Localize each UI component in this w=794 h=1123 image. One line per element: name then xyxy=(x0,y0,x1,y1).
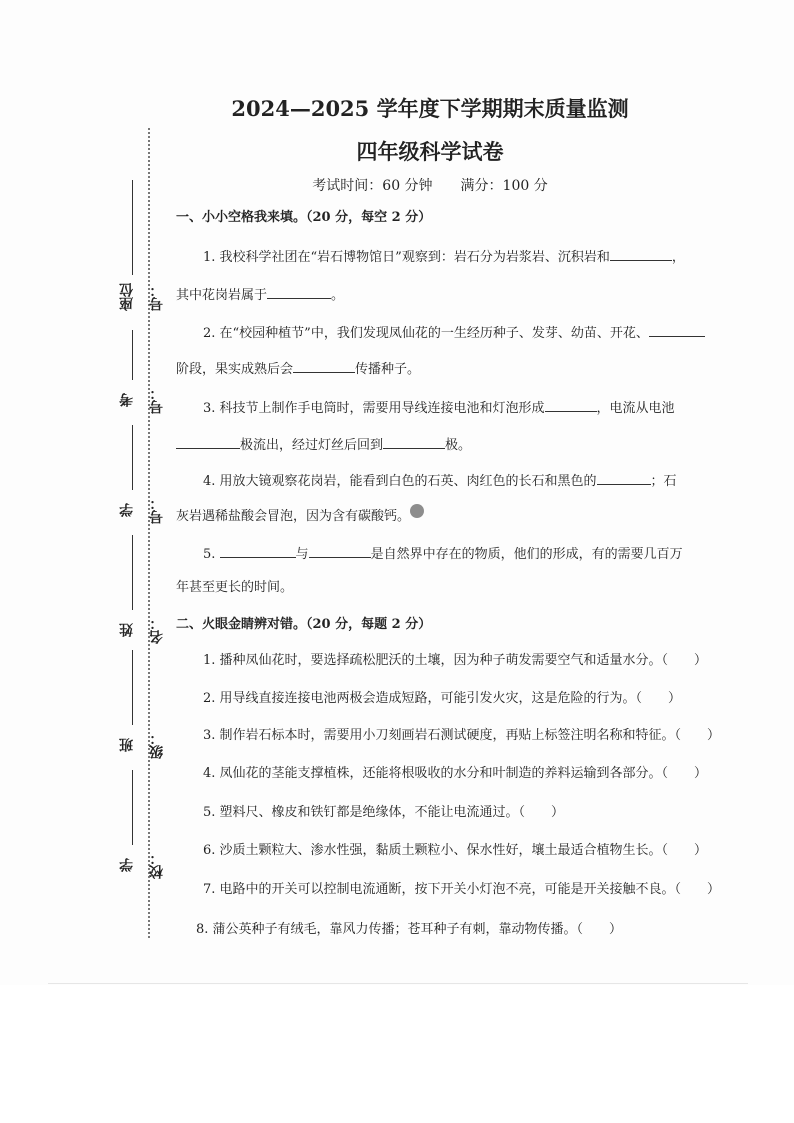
question-4-line1 xyxy=(203,470,677,492)
q4-text-c: 灰岩遇稀盐酸会冒泡，因为含有碳酸钙。 xyxy=(176,509,411,524)
question-5-line1 xyxy=(203,543,683,565)
question-1-line1 xyxy=(203,246,685,268)
q3-blank-3[interactable] xyxy=(383,434,445,449)
exam-title: 2024—2025 学年度下学期期末质量监测 xyxy=(231,96,629,121)
exam-subtitle: 四年级科学试卷 xyxy=(356,139,504,164)
question-3-line2 xyxy=(176,434,471,456)
question-5-line2 xyxy=(176,578,293,598)
judge-item-1: 1. 播种凤仙花时，要选择疏松肥沃的土壤，因为种子萌发需要空气和适量水分。（ ） xyxy=(203,653,708,668)
q5-text-d: 年甚至更长的时间。 xyxy=(176,580,294,595)
exam-no-field xyxy=(112,330,165,420)
question-1-line2 xyxy=(176,284,344,306)
q3-text-d: 极。 xyxy=(445,438,472,453)
q1-text-d: 。 xyxy=(331,288,345,303)
question-3-line1 xyxy=(203,397,675,419)
judge-item-3: 3. 制作岩石标本时，需要用小刀刻画岩石测试硬度，再贴上标签注明名称和特征。（ ） xyxy=(203,728,721,743)
judge-item-7: 7. 电路中的开关可以控制电流通断，按下开关小灯泡不亮，可能是开关接触不良。（ ） xyxy=(203,882,721,897)
school-label: 学校： xyxy=(119,851,165,879)
q2-text-a: 2. 在“校园种植节”中，我们发现凤仙花的一生经历种子、发芽、幼苗、开花、 xyxy=(203,326,649,341)
q2-blank-1[interactable] xyxy=(649,322,705,337)
name-line xyxy=(132,535,133,610)
exam-no-label: 考号： xyxy=(119,386,165,414)
school-line xyxy=(132,770,133,845)
judge-item-8: 8. 蒲公英种子有绒毛，靠风力传播；苍耳种子有刺，靠动物传播。（ ） xyxy=(196,922,623,937)
class-label: 班级： xyxy=(119,731,165,759)
name-field xyxy=(112,535,165,650)
binding-line xyxy=(148,128,150,938)
q4-text-a: 4. 用放大镜观察花岗岩，能看到白色的石英、肉红色的长石和黑色的 xyxy=(203,474,597,489)
q1-blank-1[interactable] xyxy=(610,246,672,261)
school-field xyxy=(112,770,165,885)
q1-text-c: 其中花岗岩属于 xyxy=(176,288,268,303)
q4-blank-1[interactable] xyxy=(597,470,651,485)
section1-heading: 一、小小空格我来填。（20 分，每空 2 分） xyxy=(176,210,432,225)
q5-text-a: 5. xyxy=(203,547,216,562)
q3-text-a: 3. 科技节上制作手电筒时，需要用导线连接电池和灯泡形成 xyxy=(203,401,545,416)
q3-blank-2[interactable] xyxy=(176,434,240,449)
student-no-field xyxy=(112,425,165,530)
q5-text-b: 与 xyxy=(295,547,309,562)
question-4-line2 xyxy=(176,507,410,527)
class-field xyxy=(112,650,165,765)
judge-item-5: 5. 塑料尺、橡皮和铁钉都是绝缘体，不能让电流通过。（ ） xyxy=(203,805,565,820)
q2-text-b: 阶段，果实成熟后会 xyxy=(176,362,294,377)
q5-blank-2[interactable] xyxy=(309,543,371,558)
q1-text-b: ， xyxy=(671,250,685,265)
question-2-line1 xyxy=(203,322,705,344)
exam-info: 考试时间：60 分钟 满分：100 分 xyxy=(312,178,548,194)
q3-text-c: 极流出，经过灯丝后回到 xyxy=(240,438,384,453)
q2-blank-2[interactable] xyxy=(293,358,355,373)
judge-item-6: 6. 沙质土颗粒大、渗水性强，黏质土颗粒小、保水性好，壤土最适合植物生长。（ ） xyxy=(203,843,708,858)
gray-dot-icon xyxy=(410,504,424,518)
seat-label: 座位号： xyxy=(119,283,165,312)
page-bottom-divider xyxy=(48,983,748,984)
seat-field xyxy=(112,180,165,320)
student-no-label: 学号： xyxy=(119,496,165,524)
q4-text-b: ；石 xyxy=(650,474,677,489)
judge-item-4: 4. 凤仙花的茎能支撑植株，还能将根吸收的水分和叶制造的养料运输到各部分。（ ） xyxy=(203,766,708,781)
q5-text-c: 是自然界中存在的物质，他们的形成，有的需要几百万 xyxy=(370,547,683,562)
section2-heading: 二、火眼金睛辨对错。（20 分，每题 2 分） xyxy=(176,617,432,632)
q3-text-b: ，电流从电池 xyxy=(596,401,675,416)
exam-no-line xyxy=(132,330,133,380)
q1-text-a: 1. 我校科学社团在“岩石博物馆日”观察到：岩石分为岩浆岩、沉积岩和 xyxy=(203,250,610,265)
question-2-line2 xyxy=(176,358,420,380)
name-label: 姓名： xyxy=(119,616,165,644)
q3-blank-1[interactable] xyxy=(545,397,597,412)
q1-blank-2[interactable] xyxy=(267,284,331,299)
q2-text-c: 传播种子。 xyxy=(355,362,421,377)
class-line xyxy=(132,650,133,725)
judge-item-2: 2. 用导线直接连接电池两极会造成短路，可能引发火灾，这是危险的行为。（ ） xyxy=(203,691,682,706)
q5-blank-1[interactable] xyxy=(220,543,296,558)
student-no-line xyxy=(132,425,133,490)
